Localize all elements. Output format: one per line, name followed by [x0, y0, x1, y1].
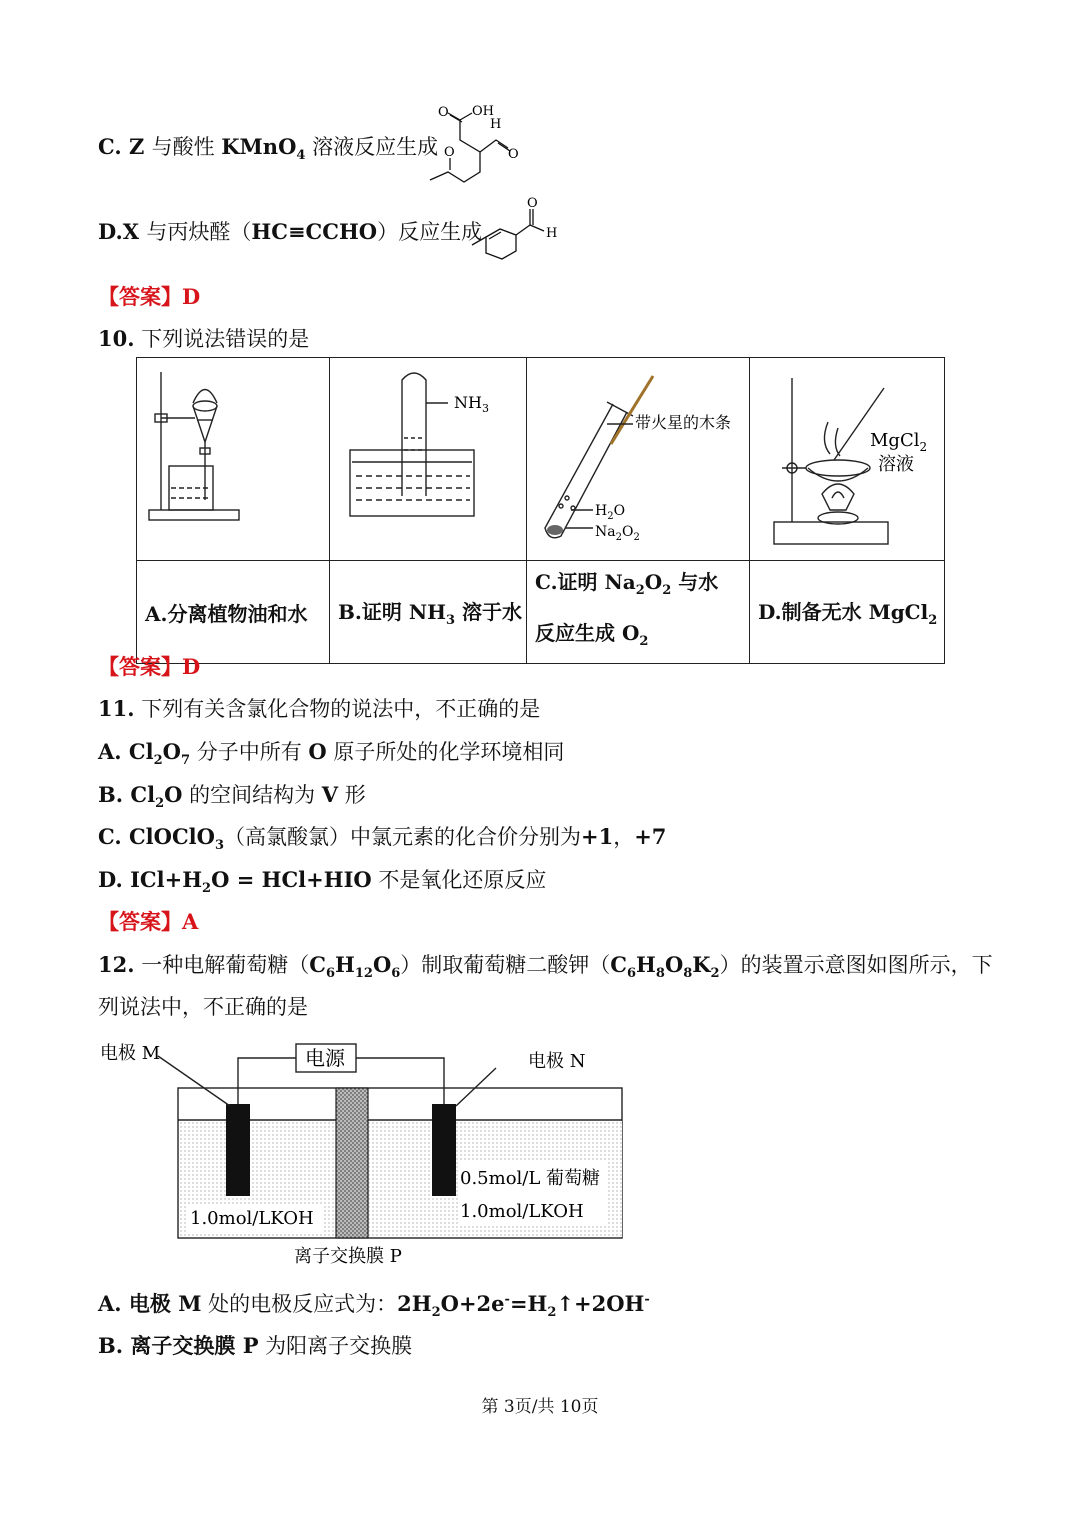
svg-text:电源: 电源: [305, 1046, 345, 1070]
svg-text:MgCl2: MgCl$_2$: [870, 430, 928, 454]
caption-a: A.分离植物油和水: [137, 561, 330, 664]
q10-table: [136, 357, 945, 664]
svg-text:H: H: [546, 226, 558, 241]
test-tube-splint-icon: [527, 358, 749, 556]
separatory-funnel-icon: [137, 358, 329, 556]
structure-d-icon: [466, 195, 561, 265]
svg-text:1.0mol/LKOH: 1.0mol/LKOH: [190, 1208, 314, 1229]
q9-option-d: D.X 与丙炔醛（HC≡CCHO）反应生成: [98, 219, 483, 244]
q9-option-c: C. Z 与酸性 KMnO$_4$ 溶液反应生成: [98, 134, 439, 164]
svg-text:O: O: [527, 196, 538, 211]
structure-c-icon: [420, 100, 530, 195]
q12-option-a: A. 电极 M 处的电极反应式为：$2H_2O+2e^-=H_2↑+2OH^-$: [98, 1291, 650, 1321]
electrolysis-diagram: [96, 1034, 636, 1274]
caption-c: C.证明 $Na_2O_2$ 与水 反应生成 $O_2$: [527, 561, 750, 664]
q12-stem-line1: 12. 一种电解葡萄糖$(C_6H_{12}O_6)$制取葡萄糖二酸钾$(C_6H_8O_8K_2)$的装置示意图如图所示，下: [98, 952, 993, 982]
svg-text:O: O: [508, 147, 519, 162]
svg-text:OH: OH: [472, 104, 494, 119]
q11-answer: 【答案】A: [98, 909, 199, 934]
svg-text:电极 N: 电极 N: [528, 1051, 586, 1072]
caption-d: D.制备无水 MgCl$_2$: [750, 561, 945, 664]
svg-text:Na2O2: $Na_2O_2$: [595, 524, 640, 543]
apparatus-b-cell: [330, 358, 527, 561]
apparatus-a-cell: [137, 358, 330, 561]
q11-option-d: D. $ICl+H_2O = HCl+HIO$ 不是氧化还原反应: [98, 867, 547, 897]
caption-b: B.证明 $NH_3$ 溶于水: [330, 561, 527, 664]
q11-option-c: C. ClOClO$_3$（高氯酸氯）中氯元素的化合价分别为+1，+7: [98, 824, 667, 854]
svg-text:溶液: 溶液: [878, 454, 914, 475]
svg-text:O: O: [444, 145, 455, 160]
q12-option-b: B. 离子交换膜 P 为阳离子交换膜: [98, 1333, 413, 1358]
svg-text:带火星的木条: 带火星的木条: [635, 413, 732, 432]
q9-answer: 【答案】D: [98, 284, 201, 309]
q11-option-b: B. $Cl_2O$ 的空间结构为 V 形: [98, 782, 366, 812]
svg-text:NH3: $NH_3$: [454, 393, 489, 415]
svg-text:0.5mol/L 葡萄糖: 0.5mol/L 葡萄糖: [460, 1168, 601, 1189]
q11-option-a: A. $Cl_2O_7$ 分子中所有 O 原子所处的化学环境相同: [98, 739, 565, 769]
q12-stem-line2: 列说法中，不正确的是: [98, 995, 308, 1019]
q10-answer: 【答案】D: [98, 654, 201, 679]
svg-text:离子交换膜 P: 离子交换膜 P: [294, 1246, 402, 1267]
apparatus-c-cell: [527, 358, 750, 561]
svg-text:电极 M: 电极 M: [100, 1043, 161, 1064]
evaporating-dish-icon: [750, 358, 944, 556]
svg-text:H: H: [490, 117, 502, 132]
svg-text:H2O: $H_2O$: [595, 503, 626, 522]
svg-text:1.0mol/LKOH: 1.0mol/LKOH: [460, 1201, 584, 1222]
ammonia-tube-icon: [330, 358, 526, 556]
apparatus-d-cell: [750, 358, 945, 561]
svg-text:O: O: [438, 105, 449, 120]
q10-stem: 10. 下列说法错误的是: [98, 326, 310, 351]
page-footer: 第 3页/共 10页: [481, 1397, 599, 1417]
q11-stem: 11. 下列有关含氯化合物的说法中，不正确的是: [98, 696, 541, 721]
